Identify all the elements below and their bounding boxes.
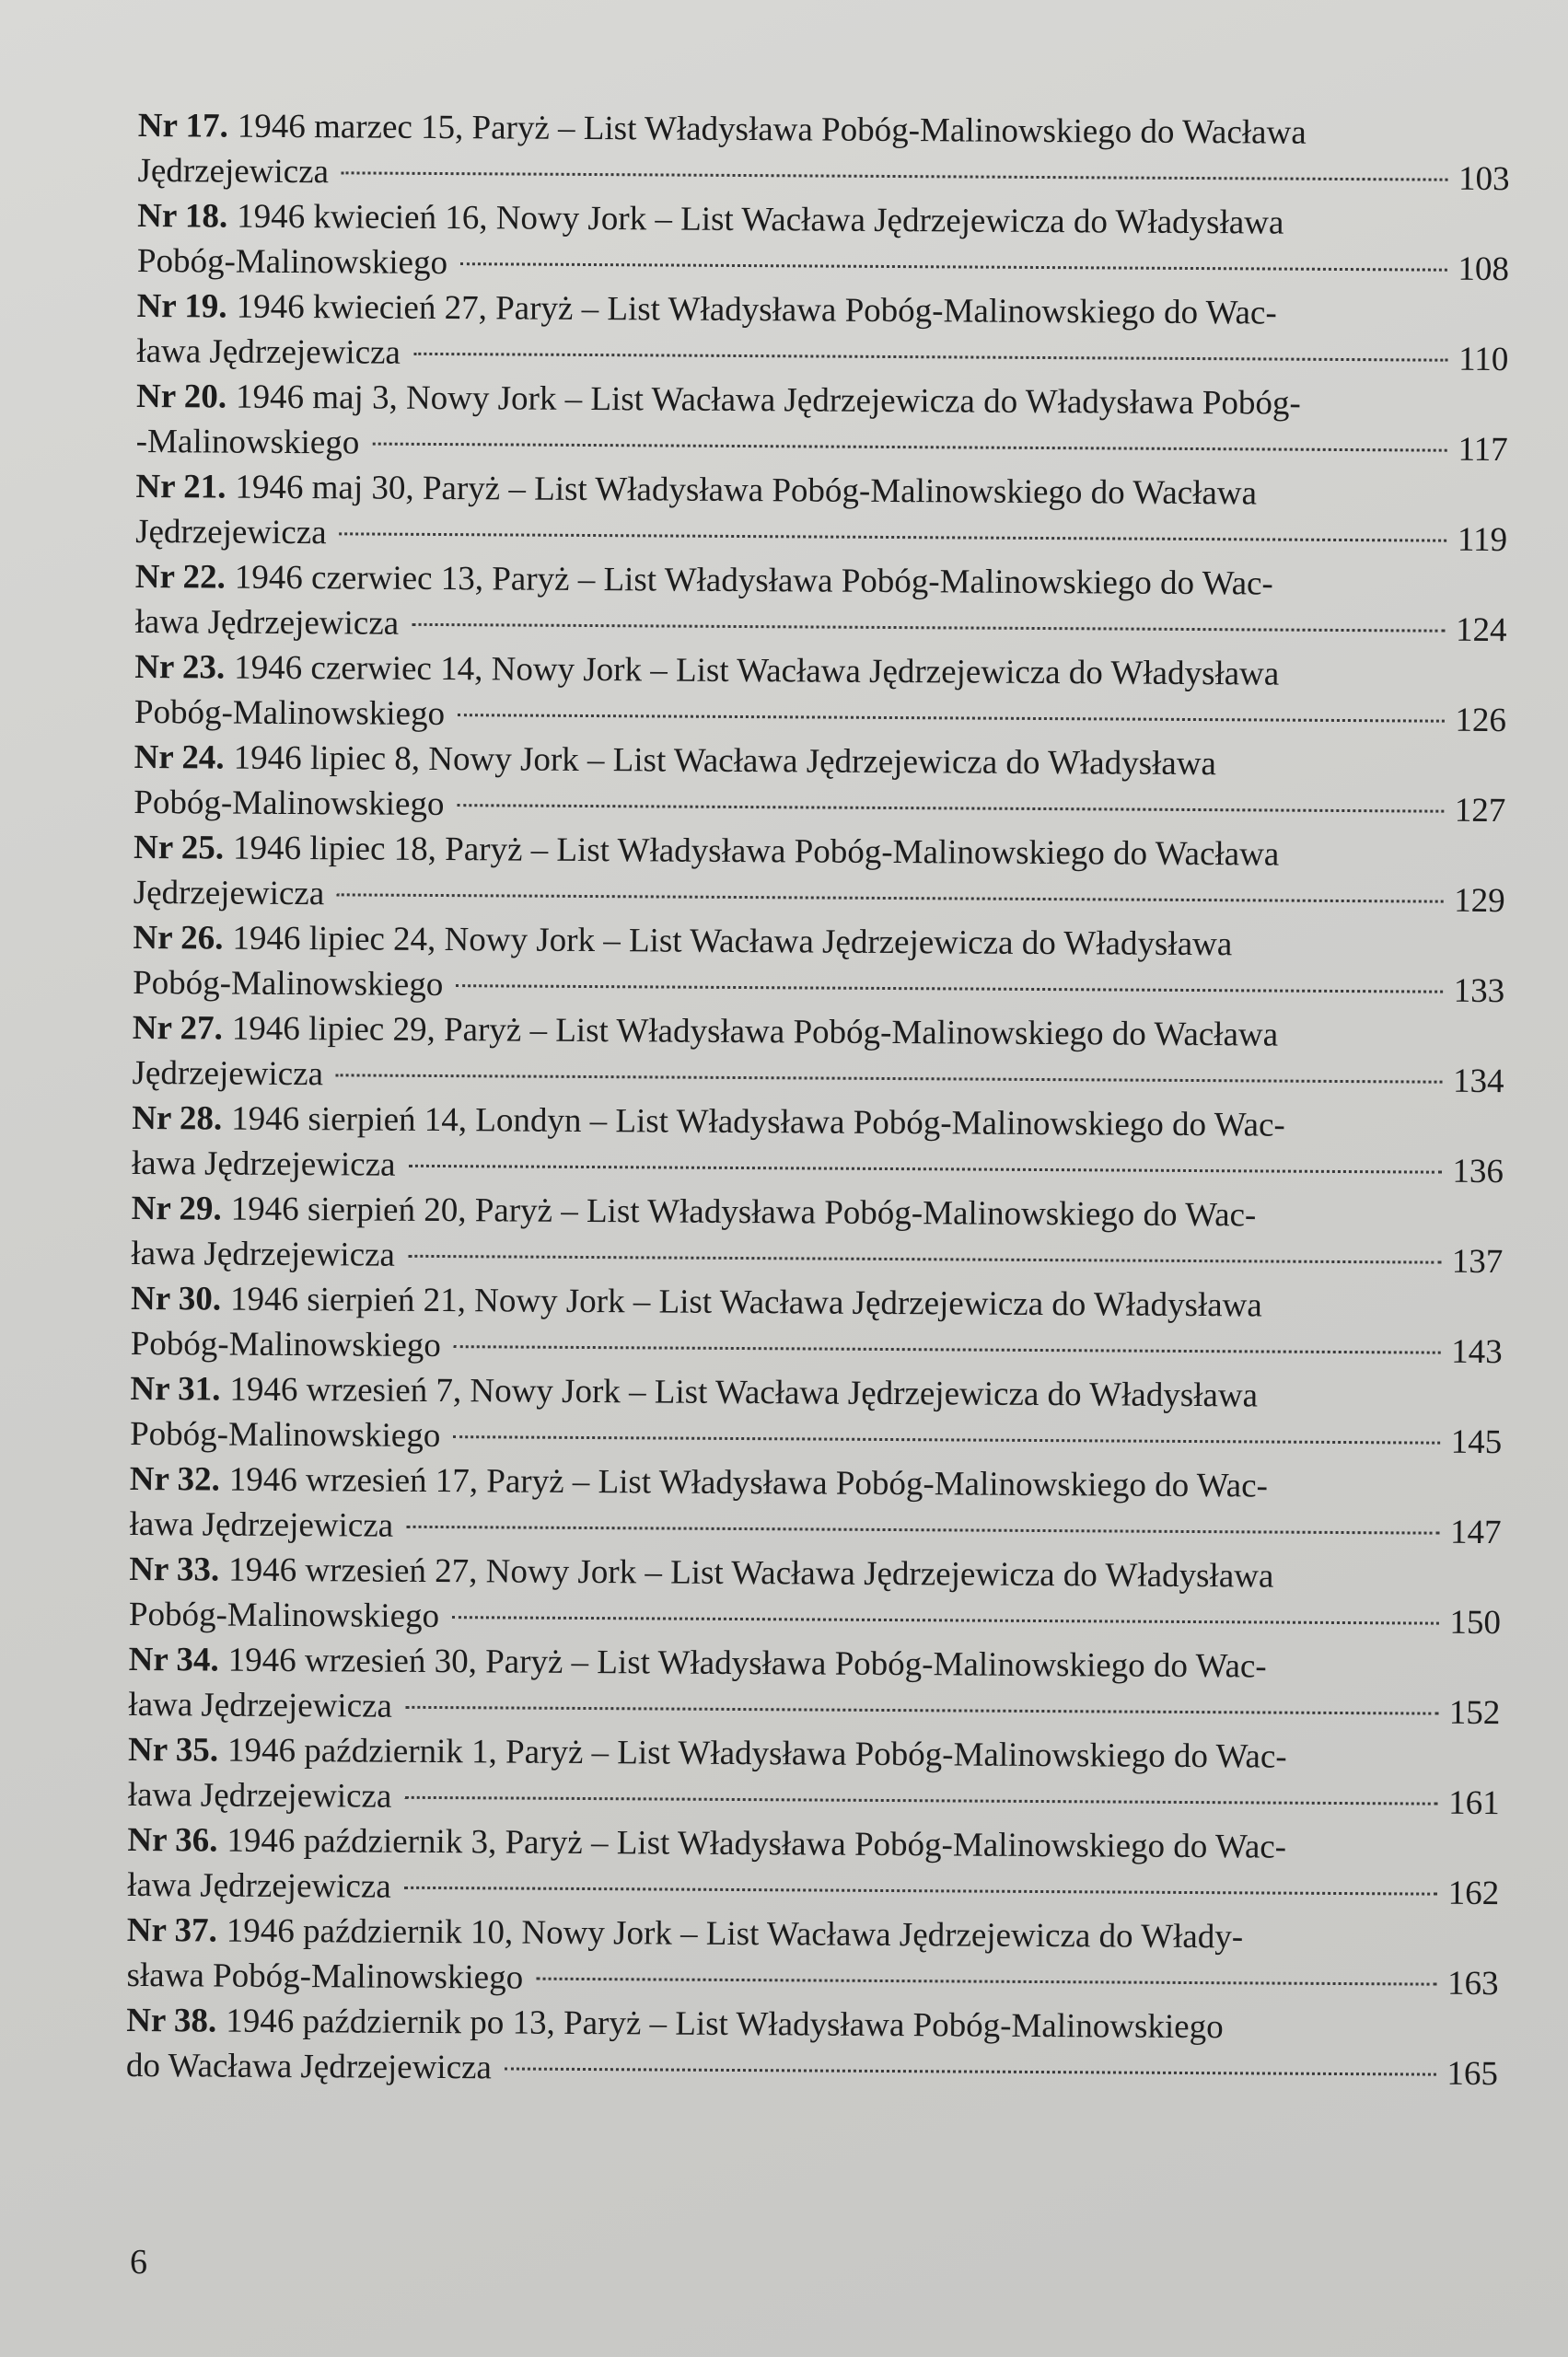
entry-number: Nr 23. xyxy=(134,647,226,687)
page-number: 6 xyxy=(130,2243,147,2282)
entry-number: Nr 32. xyxy=(129,1459,220,1499)
toc-entry xyxy=(129,1547,1502,1645)
entry-page-number: 119 xyxy=(1457,520,1508,560)
dot-leader xyxy=(456,984,1442,993)
entry-title: 1946 czerwiec 14, Nowy Jork – List Wacława Jędrzejewicza do Władysława xyxy=(234,648,1280,693)
entry-page-number: 108 xyxy=(1458,250,1510,289)
dot-leader xyxy=(336,1074,1442,1083)
dot-leader xyxy=(452,1616,1438,1625)
toc-entry-heading xyxy=(135,464,1507,517)
entry-page-number: 127 xyxy=(1454,791,1506,830)
toc-entry xyxy=(126,1908,1499,2006)
entry-title: 1946 wrzesień 27, Nowy Jork – List Wacława Jędrzejewicza do Władysława xyxy=(228,1550,1274,1596)
toc-entry xyxy=(128,1727,1501,1826)
entry-title: 1946 październik 3, Paryż – List Władysława Pobóg-Malinowskiego do Wac- xyxy=(226,1821,1287,1866)
entry-number: Nr 31. xyxy=(130,1369,221,1409)
toc-entry xyxy=(134,554,1507,653)
entry-number: Nr 22. xyxy=(134,557,226,597)
entry-page-number: 145 xyxy=(1450,1422,1503,1462)
dot-leader xyxy=(408,1255,1441,1264)
entry-page-number: 136 xyxy=(1452,1152,1504,1191)
entry-title-continuation: ława Jędrzejewicza xyxy=(131,1234,396,1274)
entry-number: Nr 37. xyxy=(126,1910,217,1950)
entry-page-number: 143 xyxy=(1451,1332,1503,1372)
entry-title-continuation: -Malinowskiego xyxy=(135,422,360,462)
entry-number: Nr 36. xyxy=(127,1820,218,1860)
entry-number: Nr 20. xyxy=(135,377,227,416)
dot-leader xyxy=(536,1978,1436,1986)
toc-entry xyxy=(131,1276,1504,1375)
entry-title: 1946 maj 30, Paryż – List Władysława Pobóg-Malinowskiego do Wacława xyxy=(235,468,1258,513)
entry-page-number: 161 xyxy=(1448,1783,1500,1823)
entry-number: Nr 35. xyxy=(127,1730,219,1770)
entry-title-continuation: Pobóg-Malinowskiego xyxy=(130,1324,441,1365)
toc-entry xyxy=(136,374,1509,472)
entry-title: 1946 lipiec 8, Nowy Jork – List Wacława Jędrzejewicza do Władysława xyxy=(233,738,1217,784)
dot-leader xyxy=(405,1706,1438,1715)
dot-leader xyxy=(337,893,1443,902)
entry-number: Nr 33. xyxy=(129,1550,220,1589)
entry-title-continuation: ława Jędrzejewicza xyxy=(128,1685,393,1725)
entry-number: Nr 28. xyxy=(132,1098,223,1138)
toc-entry xyxy=(134,825,1506,923)
entry-title-continuation: Jędrzejewicza xyxy=(135,512,327,552)
entry-page-number: 103 xyxy=(1458,159,1510,199)
entry-page-number: 124 xyxy=(1455,610,1507,650)
entry-title-continuation: do Wacława Jędrzejewicza xyxy=(125,2046,493,2087)
toc-entry xyxy=(137,193,1510,292)
toc-entry xyxy=(127,1817,1500,1916)
entry-title-continuation: Jędrzejewicza xyxy=(132,1053,324,1094)
entry-page-number: 163 xyxy=(1446,1964,1499,2003)
dot-leader xyxy=(457,804,1443,813)
entry-title: 1946 marzec 15, Paryż – List Władysława Pobóg-Malinowskiego do Wacława xyxy=(237,107,1307,152)
toc-entry-continuation xyxy=(126,2043,1498,2096)
entry-title-continuation: Jędrzejewicza xyxy=(137,151,330,192)
entry-title-continuation: ława Jędrzejewicza xyxy=(129,1504,394,1545)
toc-entry xyxy=(129,1457,1502,1555)
entry-number: Nr 19. xyxy=(136,286,227,326)
entry-title-continuation: ława Jędrzejewicza xyxy=(127,1865,391,1906)
toc-entry-heading xyxy=(138,103,1510,157)
entry-title: 1946 sierpień 21, Nowy Jork – List Wacława Jędrzejewicza do Władysława xyxy=(229,1280,1262,1325)
entry-title: 1946 wrzesień 17, Paryż – List Władysława Pobóg-Malinowskiego do Wac- xyxy=(228,1460,1269,1505)
entry-page-number: 147 xyxy=(1449,1513,1502,1552)
entry-title-continuation: sława Pobóg-Malinowskiego xyxy=(126,1956,524,1997)
dot-leader xyxy=(404,1796,1437,1805)
toc-entry xyxy=(126,1998,1499,2096)
table-of-contents xyxy=(126,103,1510,2096)
entry-title-continuation: ława Jędrzejewicza xyxy=(136,331,401,372)
entry-number: Nr 25. xyxy=(133,828,225,867)
dot-leader xyxy=(505,2067,1436,2075)
entry-page-number: 134 xyxy=(1452,1062,1504,1101)
toc-entry xyxy=(135,464,1508,563)
entry-title: 1946 wrzesień 30, Paryż – List Władysława Pobóg-Malinowskiego do Wac- xyxy=(227,1641,1267,1686)
entry-page-number: 137 xyxy=(1451,1242,1504,1282)
dot-leader xyxy=(413,353,1447,362)
entry-page-number: 165 xyxy=(1446,2054,1499,2094)
entry-title: 1946 październik 10, Nowy Jork – List Wacława Jędrzejewicza do Włady- xyxy=(226,1911,1244,1956)
entry-title: 1946 czerwiec 13, Paryż – List Władysława Pobóg-Malinowskiego do Wac- xyxy=(234,558,1273,603)
dot-leader xyxy=(409,1165,1442,1174)
toc-entry xyxy=(134,735,1506,833)
entry-number: Nr 17. xyxy=(137,106,228,145)
dot-leader xyxy=(460,262,1446,272)
entry-title: 1946 sierpień 20, Paryż – List Władysława Pobóg-Malinowskiego do Wac- xyxy=(230,1190,1257,1235)
dot-leader xyxy=(372,443,1446,452)
entry-title-continuation: Pobóg-Malinowskiego xyxy=(130,1414,441,1456)
entry-page-number: 126 xyxy=(1455,701,1507,740)
entry-number: Nr 21. xyxy=(135,467,226,506)
dot-leader xyxy=(453,1435,1439,1445)
entry-title-continuation: Pobóg-Malinowskiego xyxy=(133,963,444,1004)
toc-entry xyxy=(136,284,1509,382)
entry-number: Nr 30. xyxy=(130,1279,222,1318)
toc-entry-heading xyxy=(134,825,1505,878)
dot-leader xyxy=(458,714,1444,723)
entry-title-continuation: ława Jędrzejewicza xyxy=(134,602,400,643)
toc-entry xyxy=(132,1096,1504,1194)
toc-entry xyxy=(134,644,1507,743)
entry-page-number: 150 xyxy=(1449,1603,1502,1643)
entry-page-number: 152 xyxy=(1448,1693,1501,1733)
entry-number: Nr 29. xyxy=(131,1189,222,1228)
entry-number: Nr 38. xyxy=(126,2001,217,2040)
entry-number: Nr 26. xyxy=(133,918,224,958)
entry-title: 1946 wrzesień 7, Nowy Jork – List Wacława Jędrzejewicza do Władysława xyxy=(229,1370,1259,1415)
entry-page-number: 162 xyxy=(1447,1874,1500,1913)
entry-page-number: 110 xyxy=(1458,340,1509,379)
entry-number: Nr 27. xyxy=(132,1008,223,1048)
dot-leader xyxy=(404,1887,1437,1896)
dot-leader xyxy=(342,171,1447,180)
entry-number: Nr 34. xyxy=(128,1640,219,1679)
toc-entry xyxy=(137,103,1510,202)
entry-title: 1946 lipiec 24, Nowy Jork – List Wacława Jędrzejewicza do Władysława xyxy=(232,919,1233,964)
entry-title: 1946 sierpień 14, Londyn – List Władysława Pobóg-Malinowskiego do Wac- xyxy=(231,1099,1285,1144)
entry-title-continuation: Pobóg-Malinowskiego xyxy=(136,241,448,283)
entry-title: 1946 lipiec 18, Paryż – List Władysława Pobóg-Malinowskiego do Wacława xyxy=(232,829,1280,874)
entry-title: 1946 kwiecień 16, Nowy Jork – List Wacława Jędrzejewicza do Władysława xyxy=(237,197,1284,242)
toc-entry xyxy=(128,1637,1501,1736)
entry-title-continuation: Pobóg-Malinowskiego xyxy=(128,1595,440,1636)
toc-entry xyxy=(133,915,1505,1014)
entry-title-continuation: Jędrzejewicza xyxy=(133,873,325,913)
entry-title: 1946 lipiec 29, Paryż – List Władysława Pobóg-Malinowskiego do Wacława xyxy=(231,1009,1279,1054)
dot-leader xyxy=(406,1526,1439,1535)
toc-entry xyxy=(130,1366,1503,1465)
entry-title-continuation: Pobóg-Malinowskiego xyxy=(134,783,445,824)
dot-leader xyxy=(454,1345,1440,1354)
entry-page-number: 133 xyxy=(1453,971,1505,1011)
toc-entry xyxy=(131,1186,1504,1284)
entry-page-number: 129 xyxy=(1454,881,1505,921)
toc-entry xyxy=(132,1005,1504,1104)
entry-title-continuation: Pobóg-Malinowskiego xyxy=(134,692,446,734)
entry-number: Nr 24. xyxy=(134,737,225,777)
entry-title: 1946 maj 3, Nowy Jork – List Wacława Jędrzejewicza do Władysława Pobóg- xyxy=(235,377,1301,423)
entry-title-continuation: ława Jędrzejewicza xyxy=(127,1775,392,1816)
dot-leader xyxy=(340,532,1446,541)
entry-number: Nr 18. xyxy=(137,196,228,236)
dot-leader xyxy=(412,623,1445,633)
toc-entry-heading xyxy=(133,1005,1504,1059)
entry-title: 1946 październik 1, Paryż – List Władysława Pobóg-Malinowskiego do Wac- xyxy=(226,1731,1287,1776)
entry-page-number: 117 xyxy=(1458,430,1508,470)
entry-title: 1946 kwiecień 27, Paryż – List Władysława Pobóg-Malinowskiego do Wac- xyxy=(236,287,1277,332)
entry-title: 1946 październik po 13, Paryż – List Władysława Pobóg-Malinowskiego xyxy=(226,2002,1224,2047)
entry-title-continuation: ława Jędrzejewicza xyxy=(131,1144,396,1184)
